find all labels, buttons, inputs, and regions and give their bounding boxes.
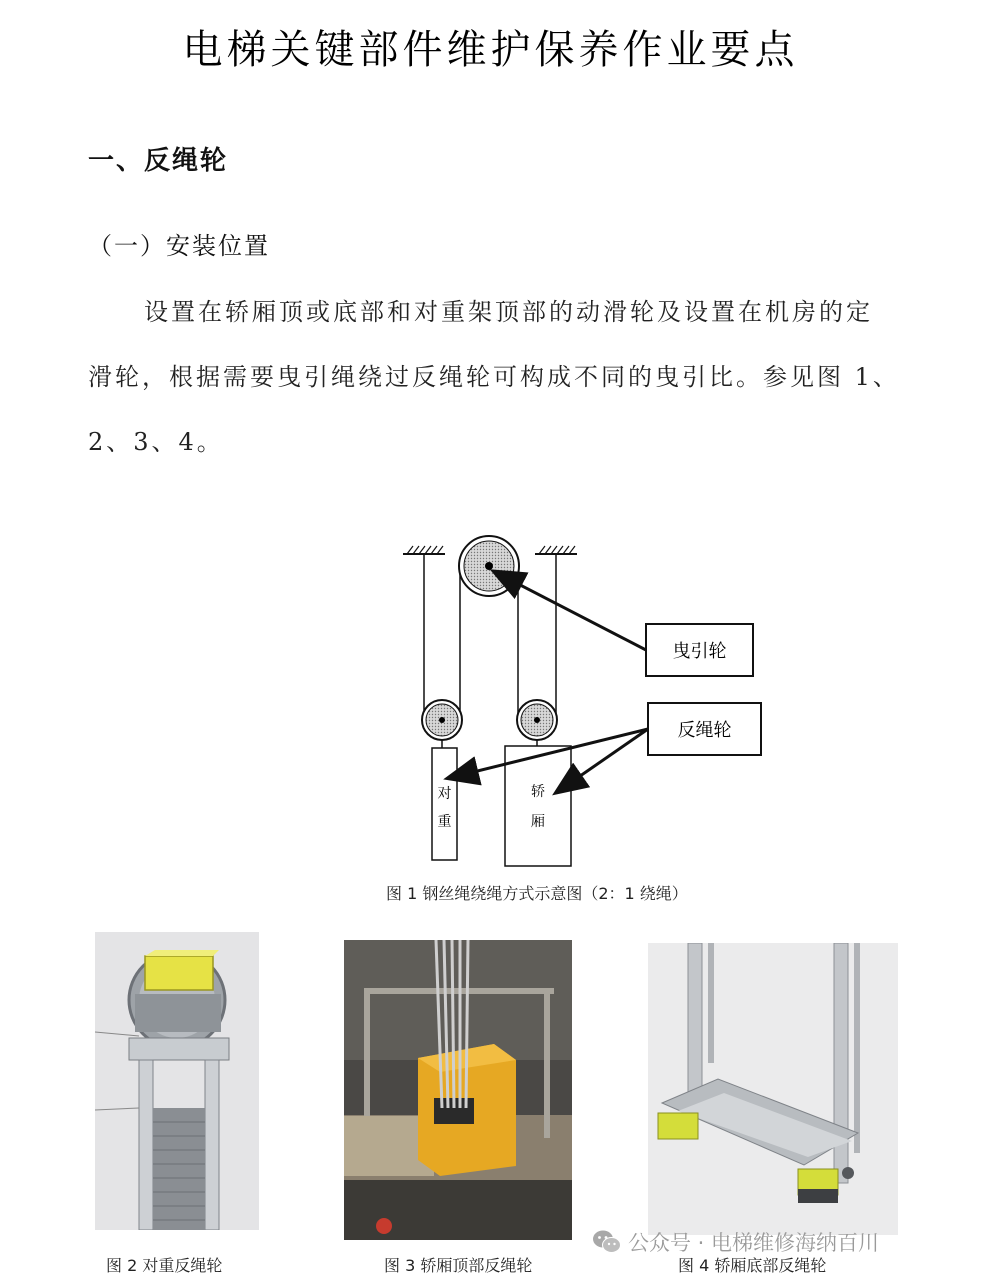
car-box bbox=[505, 746, 571, 866]
subsection-heading: （一）安装位置 bbox=[88, 232, 270, 260]
traction-sheave bbox=[459, 536, 519, 596]
paragraph-line: 滑轮，根据需要曳引绳绕过反绳轮可构成不同的曳引比。参见图 1、 bbox=[88, 363, 900, 391]
wechat-icon bbox=[592, 1229, 622, 1255]
paragraph-line: 2、3、4。 bbox=[88, 428, 224, 456]
traction-sheave-label: 曳引轮 bbox=[672, 641, 727, 662]
figure-4-caption: 图 4 轿厢底部反绳轮 bbox=[678, 1256, 827, 1275]
watermark bbox=[592, 1227, 879, 1257]
left-ceiling-anchor bbox=[403, 546, 445, 554]
right-ceiling-anchor bbox=[535, 546, 577, 554]
figure-3-caption: 图 3 轿厢顶部反绳轮 bbox=[384, 1256, 533, 1275]
roping-diagram bbox=[395, 530, 775, 875]
counterweight-label-1: 对 bbox=[437, 786, 452, 802]
car-bottom-sheave-image bbox=[648, 943, 898, 1235]
figure-2-caption: 图 2 对重反绳轮 bbox=[106, 1256, 223, 1275]
car-label-2: 厢 bbox=[531, 814, 545, 830]
car-label-1: 轿 bbox=[531, 784, 545, 800]
figure-1-caption: 图 1 钢丝绳绕绳方式示意图（2：1 绕绳） bbox=[386, 884, 688, 903]
watermark-text: 公众号 · 电梯维修海纳百川 bbox=[628, 1231, 880, 1255]
counterweight-label-2: 重 bbox=[437, 814, 452, 830]
counterweight-box bbox=[432, 748, 457, 860]
car-diverter-sheave bbox=[517, 700, 557, 746]
paragraph-line: 设置在轿厢顶或底部和对重架顶部的动滑轮及设置在机房的定 bbox=[144, 298, 873, 326]
document-title: 电梯关键部件维护保养作业要点 bbox=[182, 27, 799, 73]
diverter-sheave-label: 反绳轮 bbox=[677, 720, 732, 741]
counterweight-diverter-sheave bbox=[422, 700, 462, 748]
car-top-sheave-image bbox=[344, 940, 572, 1240]
counterweight-sheave-image bbox=[95, 932, 259, 1230]
section-heading: 一、反绳轮 bbox=[88, 146, 229, 176]
